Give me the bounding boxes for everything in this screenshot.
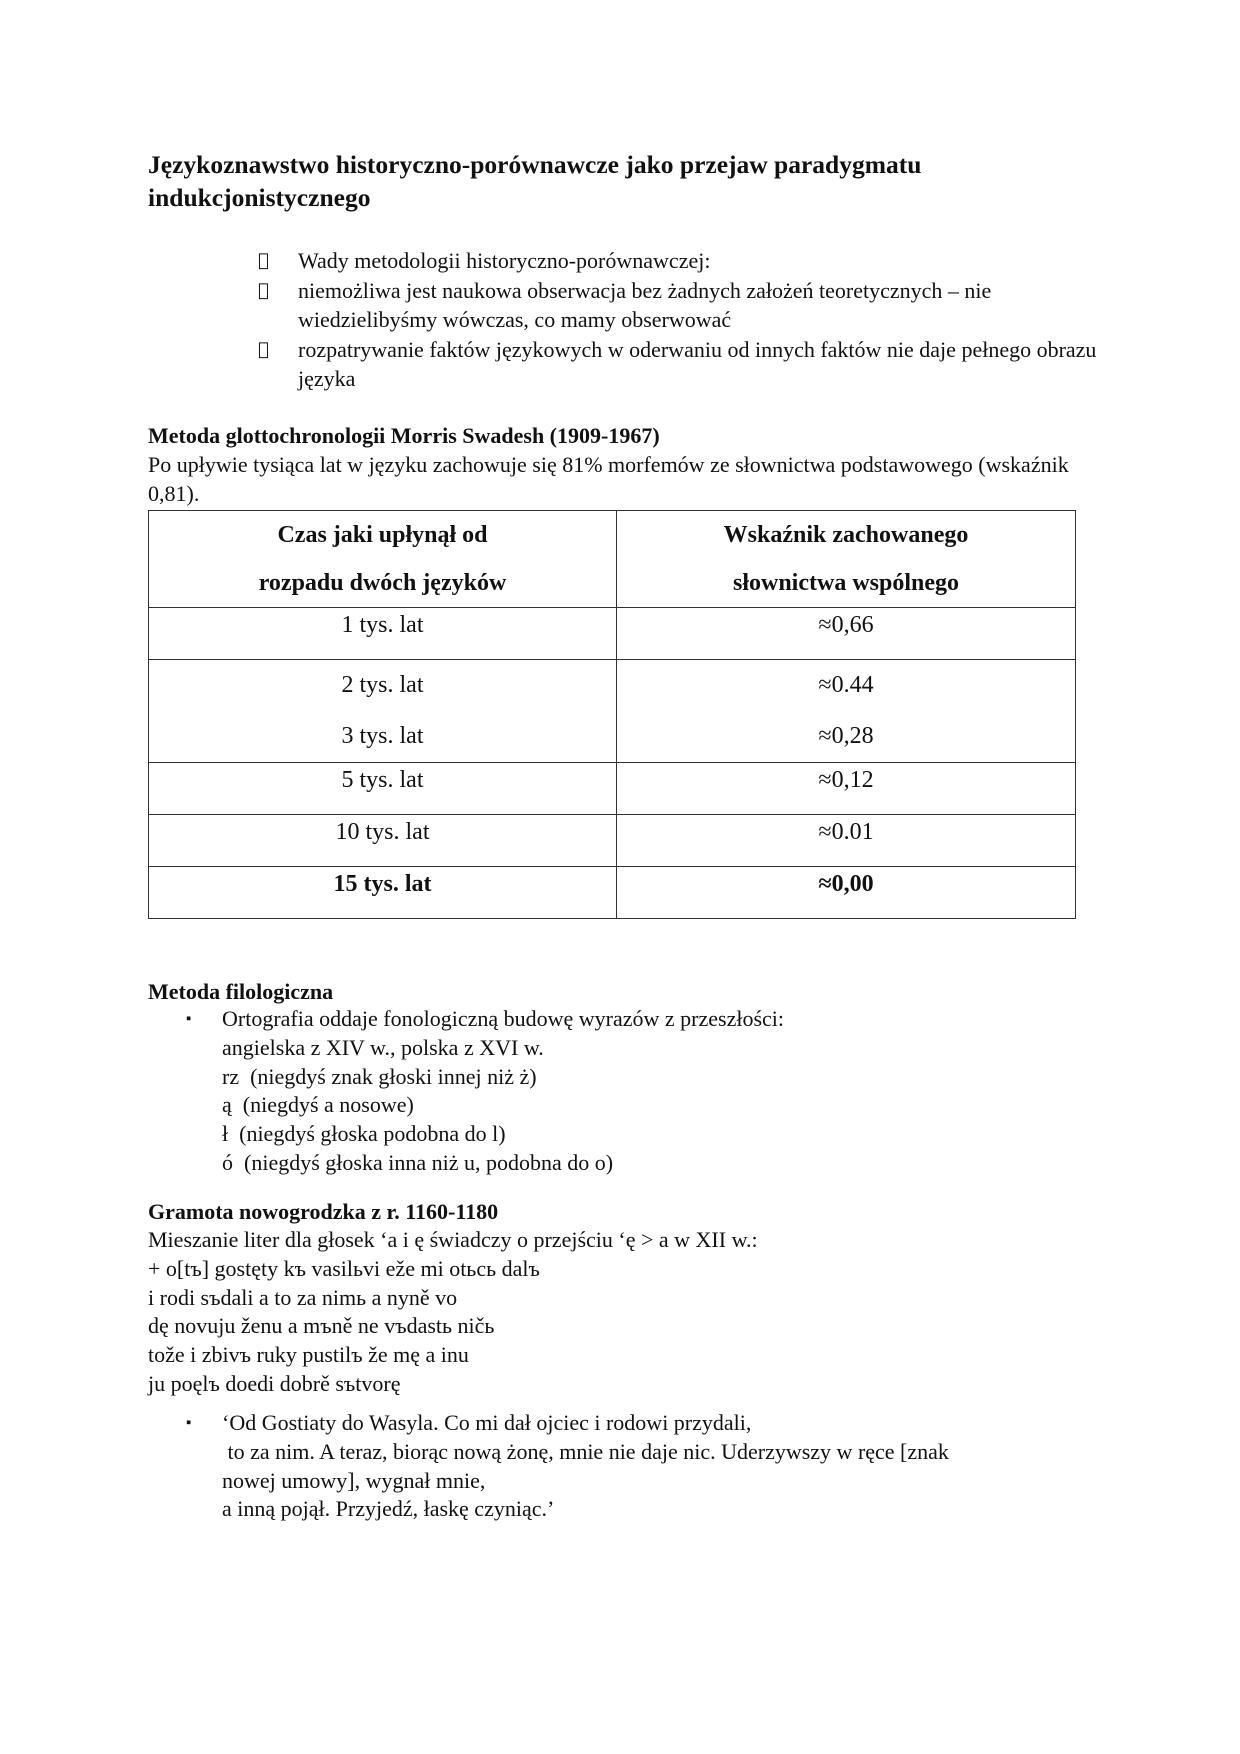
- value-cell: ≈0,66: [617, 608, 1076, 660]
- swadesh-heading: Metoda glottochronologii Morris Swadesh (1909-1967): [148, 423, 660, 448]
- text-line: ó (niegdyś głoska inna niż u, podobna do o): [222, 1149, 614, 1175]
- table-row: [149, 763, 1076, 815]
- page-title: Językoznawstwo historyczno-porównawcze jako przejaw paradygmatu indukcjonistycznego: [148, 150, 922, 212]
- list-item-text: niemożliwa jest naukowa obserwacja bez żadnych założeń teoretycznych – nie wiedzielibyśmy wówczas, co mamy obserwować: [298, 278, 992, 332]
- time-line: 2 tys. lat: [341, 672, 424, 698]
- time-cell: [149, 660, 617, 763]
- text-line: tože i zbivъ ruky pustilъ že mę a inu: [148, 1342, 469, 1368]
- swadesh-description: Po upływie tysiąca lat w języku zachowuje się 81% morfemów ze słownictwa podstawowego (wskaźnik 0,81).: [148, 452, 1069, 506]
- value-cell: ≈0,12: [617, 763, 1076, 815]
- text-line: Ortografia oddaje fonologiczną budowę wyrazów z przeszłości:: [222, 1006, 784, 1031]
- glottochronology-table: [148, 510, 1076, 919]
- gramota-text: [148, 1226, 1088, 1399]
- table-row: [149, 608, 1076, 660]
- value-line: ≈0.44: [818, 672, 874, 698]
- gramota-heading: Gramota nowogrodzka z r. 1160-1180: [148, 1199, 499, 1224]
- table-row: [149, 660, 1076, 763]
- table-row: [149, 815, 1076, 867]
- time-cell: 10 tys. lat: [149, 815, 617, 867]
- header-line: Czas jaki upłynął od: [277, 522, 488, 548]
- table-header-row: [149, 511, 1076, 608]
- text-line: dę novuju ženu a mъně ne vъdastь ničь: [148, 1313, 495, 1339]
- philological-heading: Metoda filologiczna: [148, 979, 334, 1004]
- value-cell: ≈0.01: [617, 815, 1076, 867]
- value-line: ≈0,28: [818, 723, 874, 749]
- header-line: słownictwa wspólnego: [732, 570, 960, 596]
- list-item-text: rozpatrywanie faktów językowych w oderwaniu od innych faktów nie daje pełnego obrazu języka: [298, 337, 1097, 391]
- value-cell: ≈0,00: [617, 867, 1076, 919]
- square-bullet-icon: ▪: [186, 1011, 192, 1027]
- list-item: [258, 335, 1098, 393]
- text-line: ą (niegdyś a nosowe): [222, 1092, 414, 1118]
- list-item-text: Wady metodologii historyczno-porównawczej:: [298, 248, 711, 273]
- list-item: [258, 276, 1098, 334]
- translation-quote: [186, 1409, 1086, 1524]
- text-line: rz (niegdyś znak głoski innej niż ż): [222, 1063, 537, 1089]
- time-cell: 15 tys. lat: [149, 867, 617, 919]
- list-item: [258, 246, 1098, 275]
- text-line: Mieszanie liter dla głosek ‘a i ę świadczy o przejściu ‘ę > a w XII w.:: [148, 1227, 758, 1252]
- missing-glyph-icon: [258, 335, 269, 364]
- text-line: nowej umowy], wygnał mnie,: [222, 1467, 486, 1493]
- missing-glyph-icon: [258, 276, 269, 305]
- text-line: ‘Od Gostiaty do Wasyla. Co mi dał ojciec i rodowi przydali,: [222, 1410, 752, 1435]
- header-retention-index: [617, 511, 1076, 608]
- text-line: ju poęlъ doedi dobrě sъtvorę: [148, 1370, 401, 1396]
- time-line: 3 tys. lat: [341, 723, 424, 749]
- philological-section: [186, 1005, 1086, 1178]
- missing-glyph-icon: [258, 246, 269, 275]
- header-line: Wskaźnik zachowanego: [723, 522, 969, 548]
- value-cell: [617, 660, 1076, 763]
- time-cell: 5 tys. lat: [149, 763, 617, 815]
- header-line: rozpadu dwóch języków: [258, 570, 507, 596]
- text-line: to za nim. A teraz, biorąc nową żonę, mnie nie daje nic. Uderzywszy w ręce [znak: [222, 1438, 949, 1464]
- time-cell: 1 tys. lat: [149, 608, 617, 660]
- square-bullet-icon: ▪: [186, 1415, 192, 1431]
- text-line: + o[tъ] gostęty kъ vasilьvi eže mi otьcь dalъ: [148, 1255, 540, 1281]
- text-line: a inną pojął. Przyjedź, łaskę czyniąc.’: [222, 1496, 555, 1522]
- methodology-flaws-list: [258, 246, 1098, 394]
- text-line: ł (niegdyś głoska podobna do l): [222, 1121, 506, 1147]
- table-row: [149, 867, 1076, 919]
- text-line: angielska z XIV w., polska z XVI w.: [222, 1034, 544, 1060]
- header-time-elapsed: [149, 511, 617, 608]
- text-line: i rodi sъdali a to za nimь a nyně vo: [148, 1284, 458, 1310]
